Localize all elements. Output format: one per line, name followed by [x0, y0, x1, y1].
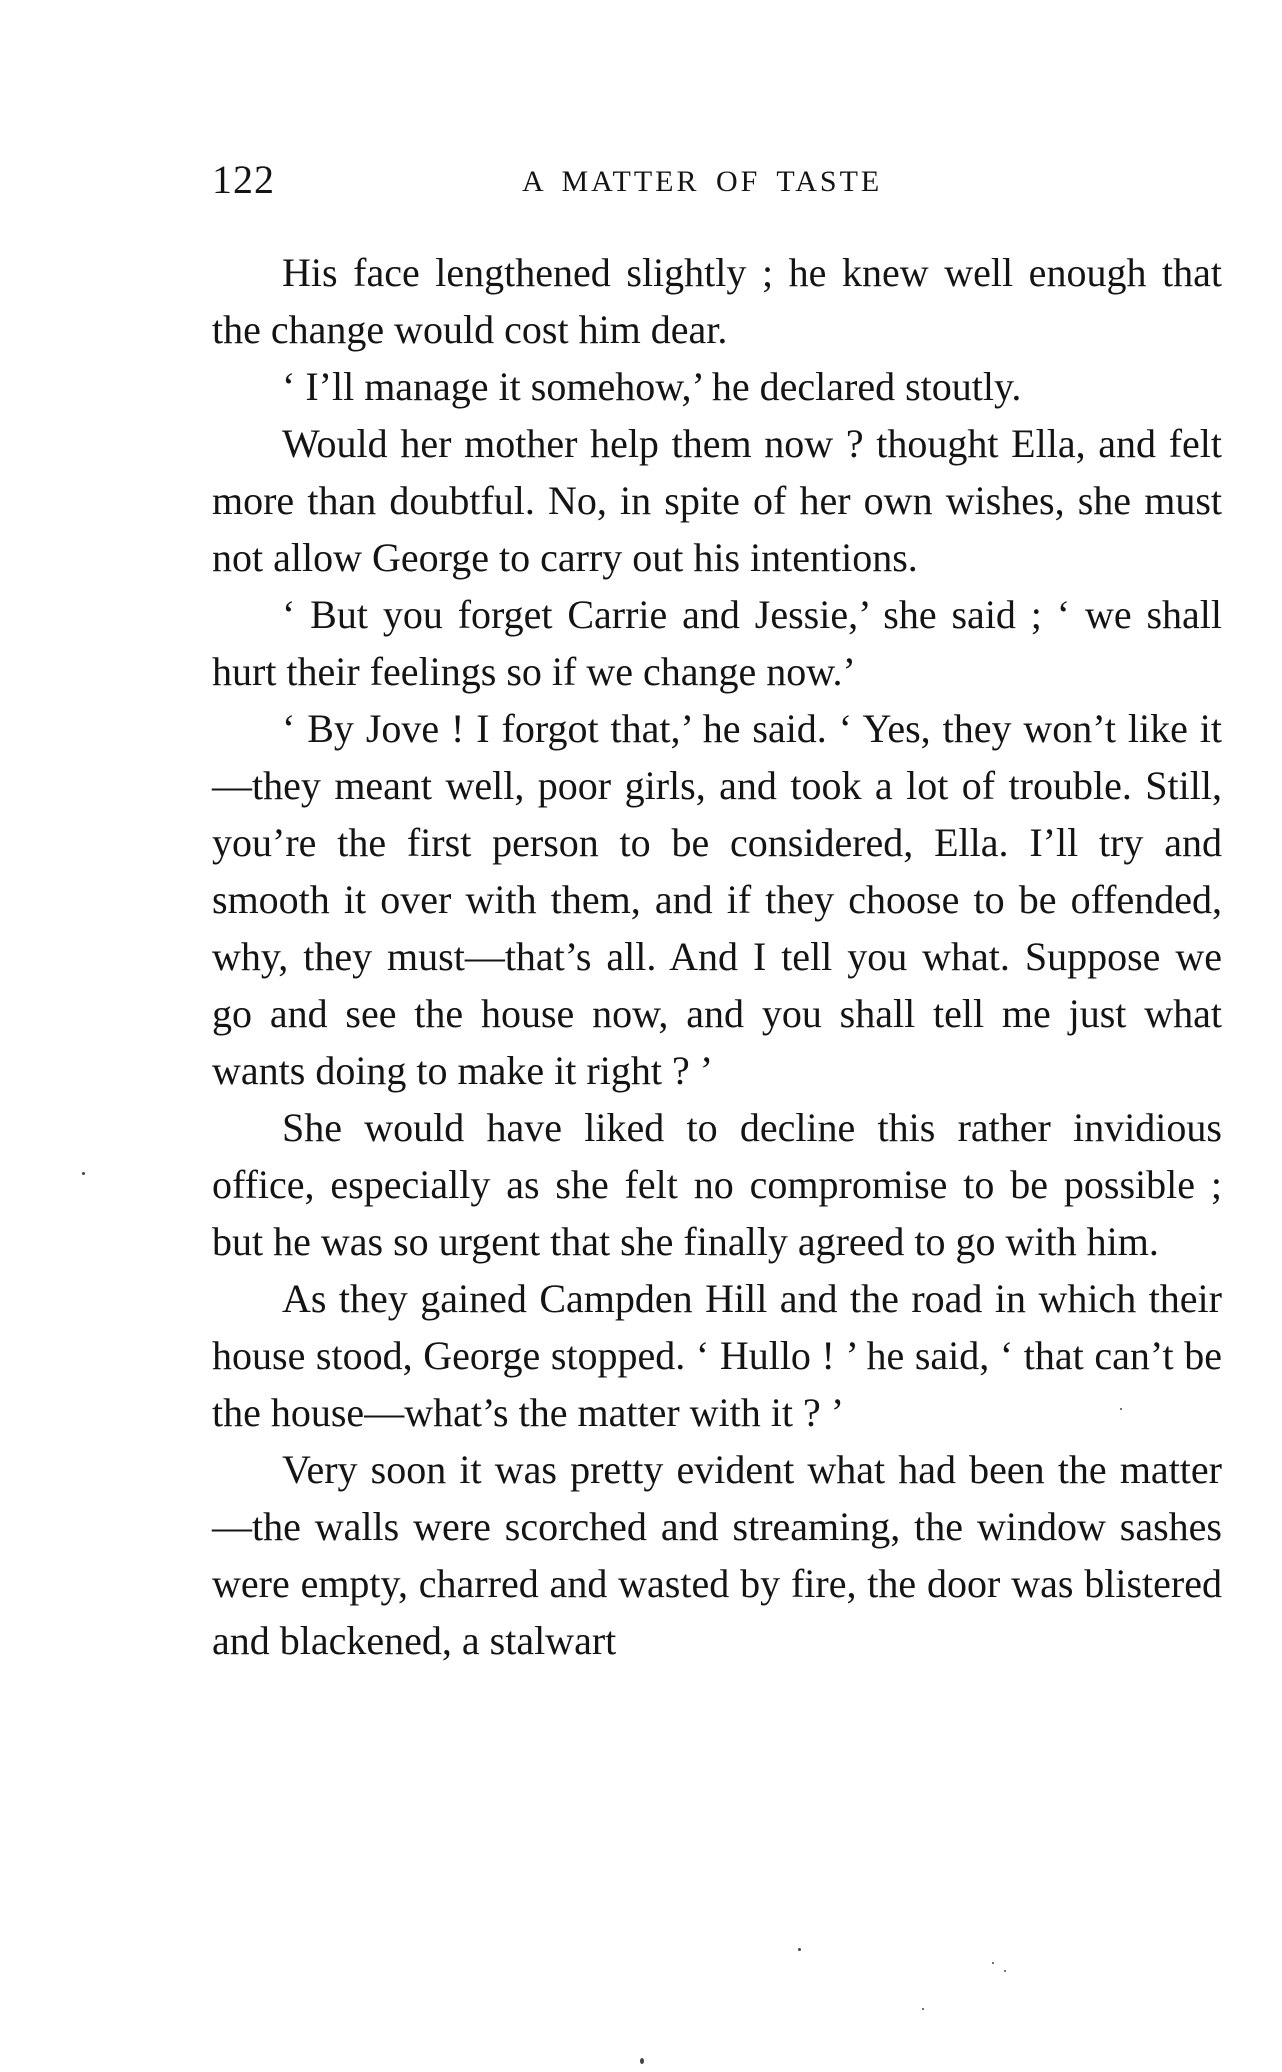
scan-speck — [82, 1172, 85, 1175]
paragraph: Would her mother help them now ? thought Ella, and felt more than doubtful. No, in spite of her own wishes, she must not allow George to carry out his intentions. — [212, 421, 1222, 580]
body-text — [212, 244, 1222, 1669]
scan-speck — [1004, 1970, 1006, 1972]
paragraph: Very soon it was pretty evident what had been the matter—the walls were scorched and streaming, the window sashes were empty, charred and wasted by fire, the door was blistered and blackened, a stalwart — [212, 1447, 1222, 1663]
paragraph: ‘ By Jove ! I forgot that,’ he said. ‘ Yes, they won’t like it—they meant well, poor girls, and took a lot of trouble. Still, you’re the first person to be considered, Ella. I’ll try and smooth it over with them, and if they choose to be offended, why, they must—that’s all. And I tell you what. Suppose we go and see the house now, and you shall tell me just what wants doing to make it right ? ’ — [212, 706, 1222, 1093]
scan-speck — [992, 1962, 994, 1964]
paragraph: She would have liked to decline this rather invidious office, especially as she felt no compromise to be possible ; but he was so urgent that she finally agreed to go with him. — [212, 1105, 1222, 1264]
page-number: 122 — [212, 157, 275, 202]
paragraph: ‘ But you forget Carrie and Jessie,’ she said ; ‘ we shall hurt their feelings so if we change now.’ — [212, 592, 1222, 694]
page-header — [212, 150, 1222, 210]
paragraph: His face lengthened slightly ; he knew well enough that the change would cost him dear. — [212, 250, 1222, 352]
paragraph: ‘ I’ll manage it somehow,’ he declared stoutly. — [282, 364, 1022, 409]
running-head: A MATTER OF TASTE — [522, 165, 883, 198]
scan-speck — [1120, 1408, 1122, 1410]
scan-speck — [922, 2008, 924, 2010]
scan-speck — [640, 2058, 644, 2064]
paragraph: As they gained Campden Hill and the road in which their house stood, George stopped. ‘ Hullo ! ’ he said, ‘ that can’t be the house—what’s the matter with it ? ’ — [212, 1276, 1222, 1435]
scan-speck — [798, 1948, 801, 1951]
